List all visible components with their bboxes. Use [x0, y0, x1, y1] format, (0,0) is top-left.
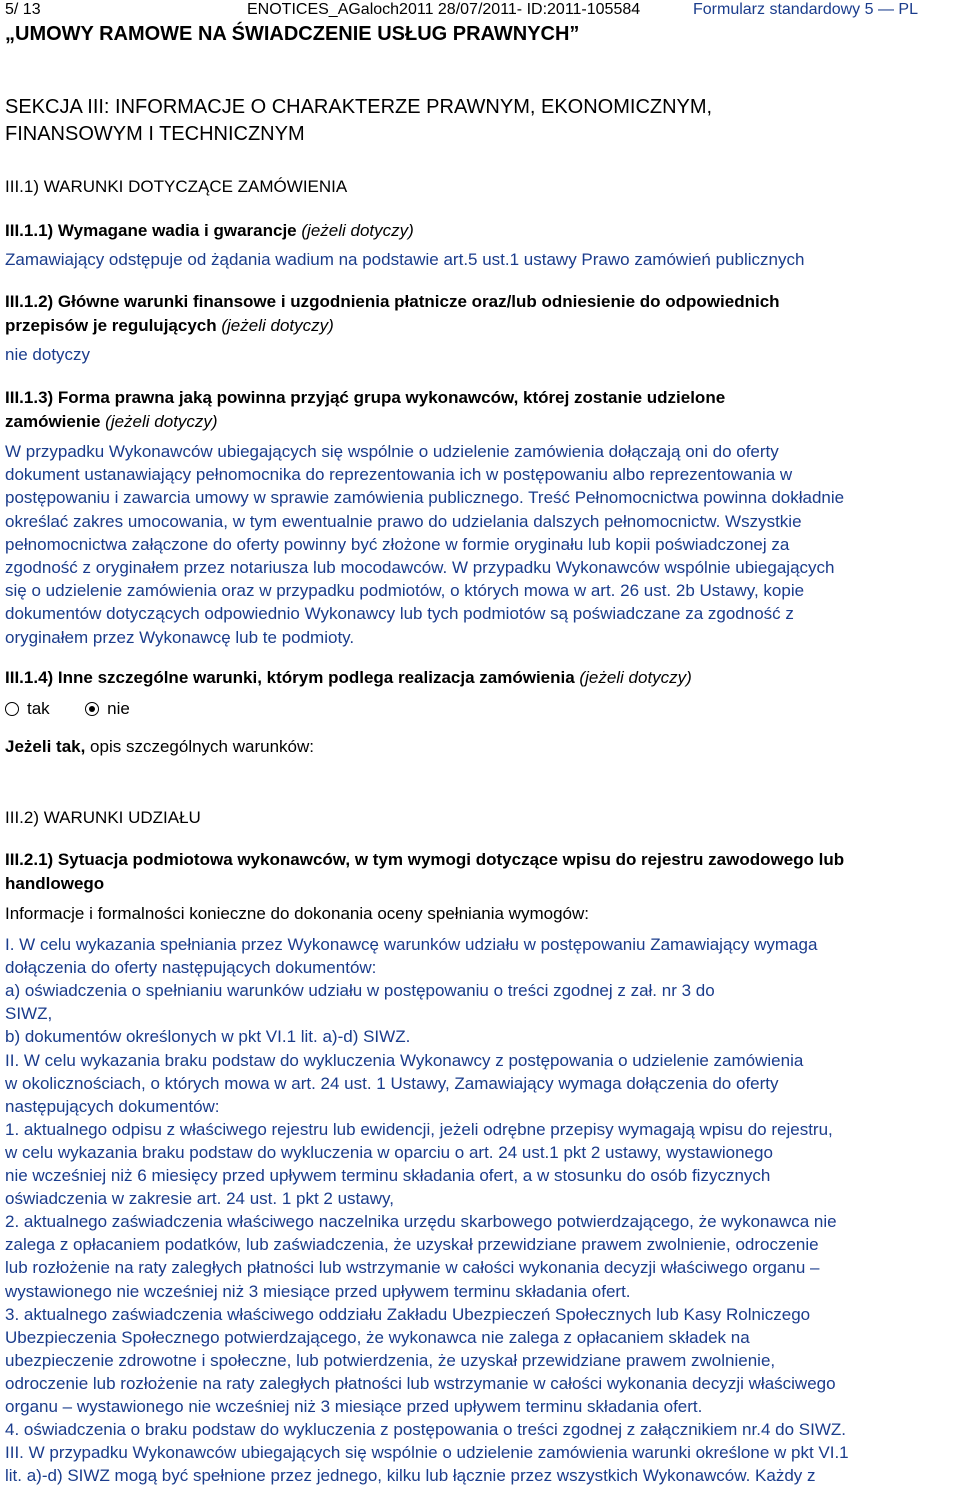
radio-tak[interactable]: [5, 702, 19, 716]
text-line: Ubezpieczenia Społecznego potwierdzającego, że wykonawca nie zalega z opłacaniem składek na: [5, 1327, 750, 1347]
if-yes-label: Jeżeli tak,: [5, 737, 86, 756]
text-line: I. W celu wykazania spełniania przez Wykonawcę warunków udziału w postępowaniu Zamawiający wymaga: [5, 935, 818, 954]
text-line: dokumentów dotyczących odpowiednio Wykonawcy lub tych podmiotów są poświadczane za zgodność z: [5, 604, 794, 624]
text-line: 4. oświadczenia o braku podstaw do wykluczenia z postępowania o treści zgodnej z załącznikiem nr.4 do SIWZ.: [5, 1420, 846, 1440]
heading-iii-2-1-line2: handlowego: [5, 874, 105, 893]
text-line: oryginałem przez Wykonawcę lub te podmioty.: [5, 627, 355, 647]
heading-iii-2: III.2) WARUNKI UDZIAŁU: [5, 808, 201, 827]
text-line: 3. aktualnego zaświadczenia właściwego oddziału Zakładu Ubezpieczeń Społecznych lub Kasy Rolniczego: [5, 1304, 811, 1324]
heading-iii-2-1-line1: III.2.1) Sytuacja podmiotowa wykonawców, w tym wymogi dotyczące wpisu do rejestru zawodowego lub: [5, 850, 845, 869]
heading-iii-1-1-qualifier: (jeżeli dotyczy): [301, 221, 414, 240]
value-iii-1-1: Zamawiający odstępuje od żądania wadium na podstawie art.5 ust.1 ustawy Prawo zamówień publicznych: [5, 250, 805, 269]
text-line: dokument ustanawiający pełnomocnika do reprezentowania ich w postępowaniu albo reprezentowania w: [5, 465, 793, 485]
text-line: zgodność z oryginałem przez notariusza lub mocodawców. W przypadku Wykonawców wspólnie ubiegających: [5, 558, 835, 577]
heading-iii-1-1: [5, 221, 414, 241]
text-line: nie wcześniej niż 6 miesięcy przed upływem terminu składania ofert, a w stosunku do osób fizycznych: [5, 1166, 771, 1185]
heading-iii-1-2-text: przepisów je regulujących: [5, 316, 217, 335]
radio-tak-label: tak: [27, 699, 50, 718]
text-line: odroczenie lub rozłożenie na raty zaległych płatności lub wstrzymanie w całości wykonania decyzji właściwego: [5, 1373, 836, 1393]
text-line: 1. aktualnego odpisu z właściwego rejestru lub ewidencji, jeżeli odrębne przepisy wymagają wpisu do rejestru,: [5, 1119, 833, 1139]
text-line: 2. aktualnego zaświadczenia właściwego naczelnika urzędu skarbowego potwierdzającego, że wykonawca nie: [5, 1212, 837, 1232]
heading-iii-1-1-text: III.1.1) Wymagane wadia i gwarancje: [5, 221, 297, 240]
text-line: organu – wystawionego nie wcześniej niż 3 miesiące przed upływem terminu składania ofert.: [5, 1397, 703, 1416]
radio-nie-label: nie: [107, 699, 130, 718]
heading-iii-1: III.1) WARUNKI DOTYCZĄCE ZAMÓWIENIA: [5, 177, 348, 196]
form-name: Formularz standardowy 5 — PL: [693, 1, 918, 18]
if-yes-text: opis szczególnych warunków:: [85, 737, 314, 756]
text-line: W przypadku Wykonawców ubiegających się wspólnie o udzielenie zamówienia dołączają oni do oferty: [5, 442, 779, 461]
radio-group-iii-1-4: [5, 699, 130, 719]
section-heading-line1: SEKCJA III: INFORMACJE O CHARAKTERZE PRAWNYM, EKONOMICZNYM,: [5, 96, 713, 118]
page-header: [0, 0, 960, 20]
text-line: b) dokumentów określonych w pkt VI.1 lit. a)-d) SIWZ.: [5, 1027, 411, 1047]
text-line: następujących dokumentów:: [5, 1096, 220, 1116]
text-line: II. W celu wykazania braku podstaw do wykluczenia Wykonawcy z postępowania o udzielenie zamówienia: [5, 1050, 804, 1070]
heading-iii-1-4-text: III.1.4) Inne szczególne warunki, którym podlega realizacja zamówienia: [5, 668, 575, 687]
text-line: pełnomocnictwa załączone do oferty powinny być złożone w formie oryginału lub kopii poświadczonej za: [5, 534, 790, 554]
text-line: się o udzielenie zamówienia oraz w przypadku podmiotów, o których mowa w art. 26 ust. 2b Ustawy, kopie: [5, 581, 805, 601]
text-line: określać zakres umocowania, w tym ewentualnie prawo do udzielania dalszych pełnomocnictw. Wszystkie: [5, 511, 802, 531]
text-line: oświadczenia w zakresie art. 24 ust. 1 pkt 2 ustawy,: [5, 1189, 394, 1209]
text-line: dołączenia do oferty następujących dokumentów:: [5, 958, 377, 978]
heading-iii-1-4-qualifier: (jeżeli dotyczy): [579, 668, 692, 687]
document-title: „UMOWY RAMOWE NA ŚWIADCZENIE USŁUG PRAWNYCH”: [5, 23, 580, 45]
if-yes-line: [5, 737, 314, 757]
text-line: wystawionego nie wcześniej niż 3 miesiące przed upływem terminu składania ofert.: [5, 1281, 631, 1301]
heading-iii-1-3-text: zamówienie: [5, 412, 101, 431]
text-line: lit. a)-d) SIWZ mogą być spełnione przez jednego, kilku lub łącznie przez wszystkich Wykonawców. Każdy z: [5, 1466, 816, 1486]
heading-iii-1-2-line1: III.1.2) Główne warunki finansowe i uzgodnienia płatnicze oraz/lub odniesienie do odpowiednich: [5, 292, 780, 311]
heading-iii-1-2-qualifier: (jeżeli dotyczy): [221, 316, 334, 335]
notice-id: ENOTICES_AGaloch2011 28/07/2011- ID:2011-105584: [247, 1, 641, 18]
heading-iii-1-3-qualifier: (jeżeli dotyczy): [105, 412, 218, 431]
text-line: lub rozłożenie na raty zaległych płatności lub wstrzymanie w całości wykonania decyzji właściwego organu –: [5, 1258, 820, 1278]
heading-iii-1-2-line2: [5, 316, 334, 336]
page-number: 5/ 13: [5, 1, 41, 18]
text-line: zalega z opłacaniem podatków, lub zaświadczenia, że uzyskał przewidziane prawem zwolnienie, odroczenie: [5, 1235, 819, 1255]
text-line: III. W przypadku Wykonawców ubiegających się wspólnie o udzielenie zamówienia warunki określone w pkt VI.1: [5, 1443, 849, 1463]
text-line: ubezpieczenie zdrowotne i społeczne, lub potwierdzenia, że uzyskał przewidziane prawem zwolnienie,: [5, 1350, 776, 1370]
heading-iii-1-4: [5, 668, 692, 688]
heading-iii-1-3-line1: III.1.3) Forma prawna jaką powinna przyjąć grupa wykonawców, której zostanie udzielone: [5, 388, 726, 407]
text-line: postępowaniu i zawarcia umowy w sprawie zamówienia publicznego. Treść Pełnomocnictwa powinna dokładnie: [5, 488, 845, 508]
intro-iii-2-1: Informacje i formalności konieczne do dokonania oceny spełniania wymogów:: [5, 904, 589, 923]
value-iii-1-2: nie dotyczy: [5, 345, 91, 364]
radio-nie[interactable]: [85, 702, 99, 716]
heading-iii-1-3-line2: [5, 412, 218, 432]
text-line: SIWZ,: [5, 1004, 53, 1024]
text-line: a) oświadczenia o spełnianiu warunków udziału w postępowaniu o treści zgodnej z zał. nr 3 do: [5, 981, 715, 1001]
text-line: w celu wykazania braku podstaw do wykluczenia w oparciu o art. 24 ust.1 pkt 2 ustawy, wystawionego: [5, 1142, 773, 1162]
section-heading-line2: FINANSOWYM I TECHNICZNYM: [5, 123, 305, 145]
text-line: w okolicznościach, o których mowa w art. 24 ust. 1 Ustawy, Zamawiający wymaga dołączenia do oferty: [5, 1073, 779, 1093]
